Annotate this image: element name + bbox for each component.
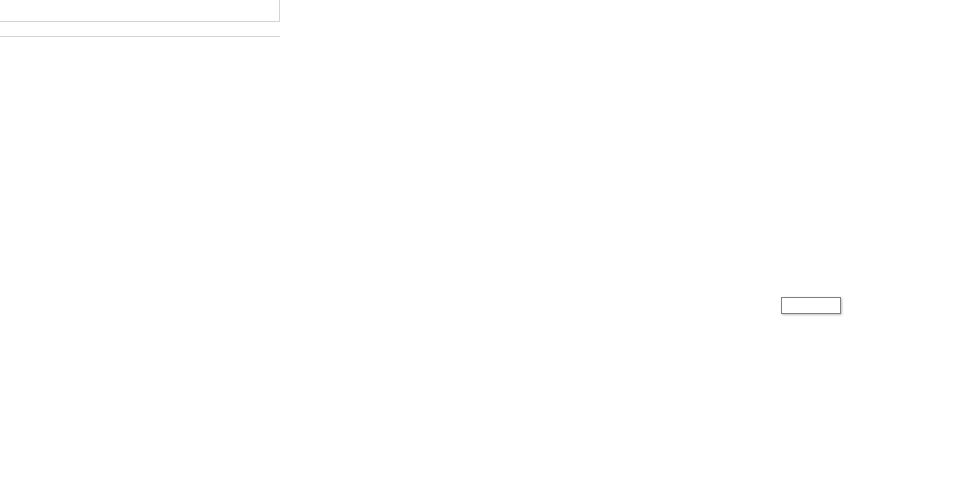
- header-label-cell[interactable]: [0, 0, 280, 22]
- title-row: [0, 22, 975, 37]
- sheet-title[interactable]: [0, 22, 280, 37]
- header-row: [0, 0, 975, 22]
- plot-area-tooltip: [781, 297, 841, 314]
